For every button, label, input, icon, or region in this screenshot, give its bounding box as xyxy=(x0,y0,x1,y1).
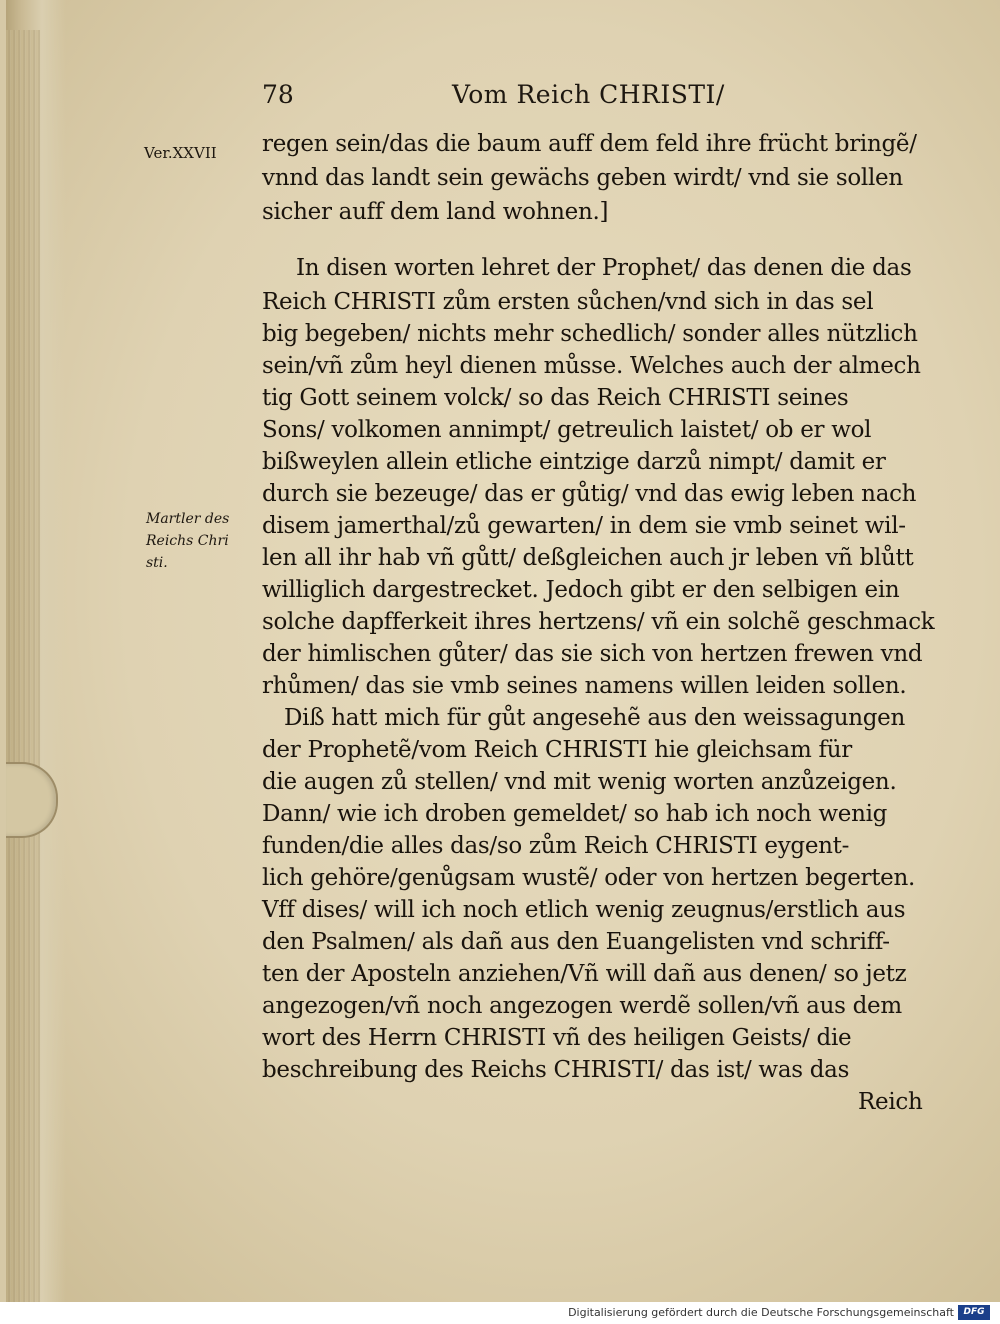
marginal-note-line: sti. xyxy=(146,555,168,571)
text-line: disem jamerthal/zů gewarten/ in dem sie vmb seinet wil- xyxy=(262,513,906,539)
text-line: lich gehöre/genůgsam wustẽ/ oder von hertzen begerten. xyxy=(262,865,916,891)
text-line: big begeben/ nichts mehr schedlich/ sonder alles nützlich xyxy=(262,321,918,347)
dfg-logo: DFG xyxy=(958,1305,990,1320)
text-line: sicher auff dem land wohnen.] xyxy=(262,199,609,225)
text-line: Reich CHRISTI zům ersten sůchen/vnd sich in das sel xyxy=(262,289,874,315)
text-line: Dann/ wie ich droben gemeldet/ so hab ich noch wenig xyxy=(262,801,888,827)
running-head: Vom Reich CHRISTI/ xyxy=(452,80,725,109)
text-line: len all ihr hab vñ gůtt/ deßgleichen auch jr leben vñ blůtt xyxy=(262,545,914,571)
stacked-page-edges xyxy=(6,30,40,1302)
text-line: bißweylen allein etliche eintzige darzů nimpt/ damit er xyxy=(262,449,886,475)
text-line: williglich dargestrecket. Jedoch gibt er den selbigen ein xyxy=(262,577,900,603)
text-line: Diß hatt mich für gůt angesehẽ aus den weissagungen xyxy=(284,705,905,731)
funding-credit: Digitalisierung gefördert durch die Deutsche Forschungsgemeinschaft xyxy=(568,1306,954,1319)
text-line: beschreibung des Reichs CHRISTI/ das ist/ was das xyxy=(262,1057,850,1083)
text-line: die augen zů stellen/ vnd mit wenig worten anzůzeigen. xyxy=(262,769,897,795)
text-line: der himlischen gůter/ das sie sich von hertzen frewen vnd xyxy=(262,641,923,667)
text-line: angezogen/vñ noch angezogen werdẽ sollen/vñ aus dem xyxy=(262,993,902,1019)
text-line: funden/die alles das/so zům Reich CHRISTI eygent- xyxy=(262,833,850,859)
text-line: der Prophetẽ/vom Reich CHRISTI hie gleichsam für xyxy=(262,737,852,763)
marginal-note-line: Reichs Chri xyxy=(146,533,229,549)
text-line: wort des Herrn CHRISTI vñ des heiligen Geists/ die xyxy=(262,1025,852,1051)
text-line: In disen worten lehret der Prophet/ das denen die das xyxy=(296,255,912,281)
marginal-note-line: Martler des xyxy=(146,511,230,527)
text-line: regen sein/das die baum auff dem feld ihre frücht bringẽ/ xyxy=(262,131,917,157)
text-line: durch sie bezeuge/ das er gůtig/ vnd das ewig leben nach xyxy=(262,481,917,507)
text-line: sein/vñ zům heyl dienen můsse. Welches auch der almech xyxy=(262,353,921,379)
text-line: tig Gott seinem volck/ so das Reich CHRISTI seines xyxy=(262,385,849,411)
text-line: rhůmen/ das sie vmb seines namens willen leiden sollen. xyxy=(262,673,907,699)
text-line: vnnd das landt sein gewächs geben wirdt/ vnd sie sollen xyxy=(262,165,903,191)
page-header xyxy=(0,80,1000,120)
text-line: den Psalmen/ als dañ aus den Euangelisten vnd schriff- xyxy=(262,929,890,955)
verse-reference: Ver.XXVII xyxy=(144,144,217,162)
page-number: 78 xyxy=(262,80,294,109)
text-line: Sons/ volkomen annimpt/ getreulich laistet/ ob er wol xyxy=(262,417,872,443)
marginal-note xyxy=(146,508,256,574)
text-line: Vff dises/ will ich noch etlich wenig zeugnus/erstlich aus xyxy=(262,897,906,923)
footer-bar xyxy=(0,1302,1000,1324)
catchword: Reich xyxy=(858,1089,923,1115)
text-line: solche dapfferkeit ihres hertzens/ vñ ein solchẽ geschmack xyxy=(262,609,935,635)
text-line: ten der Aposteln anziehen/Vñ will dañ aus denen/ so jetz xyxy=(262,961,907,987)
